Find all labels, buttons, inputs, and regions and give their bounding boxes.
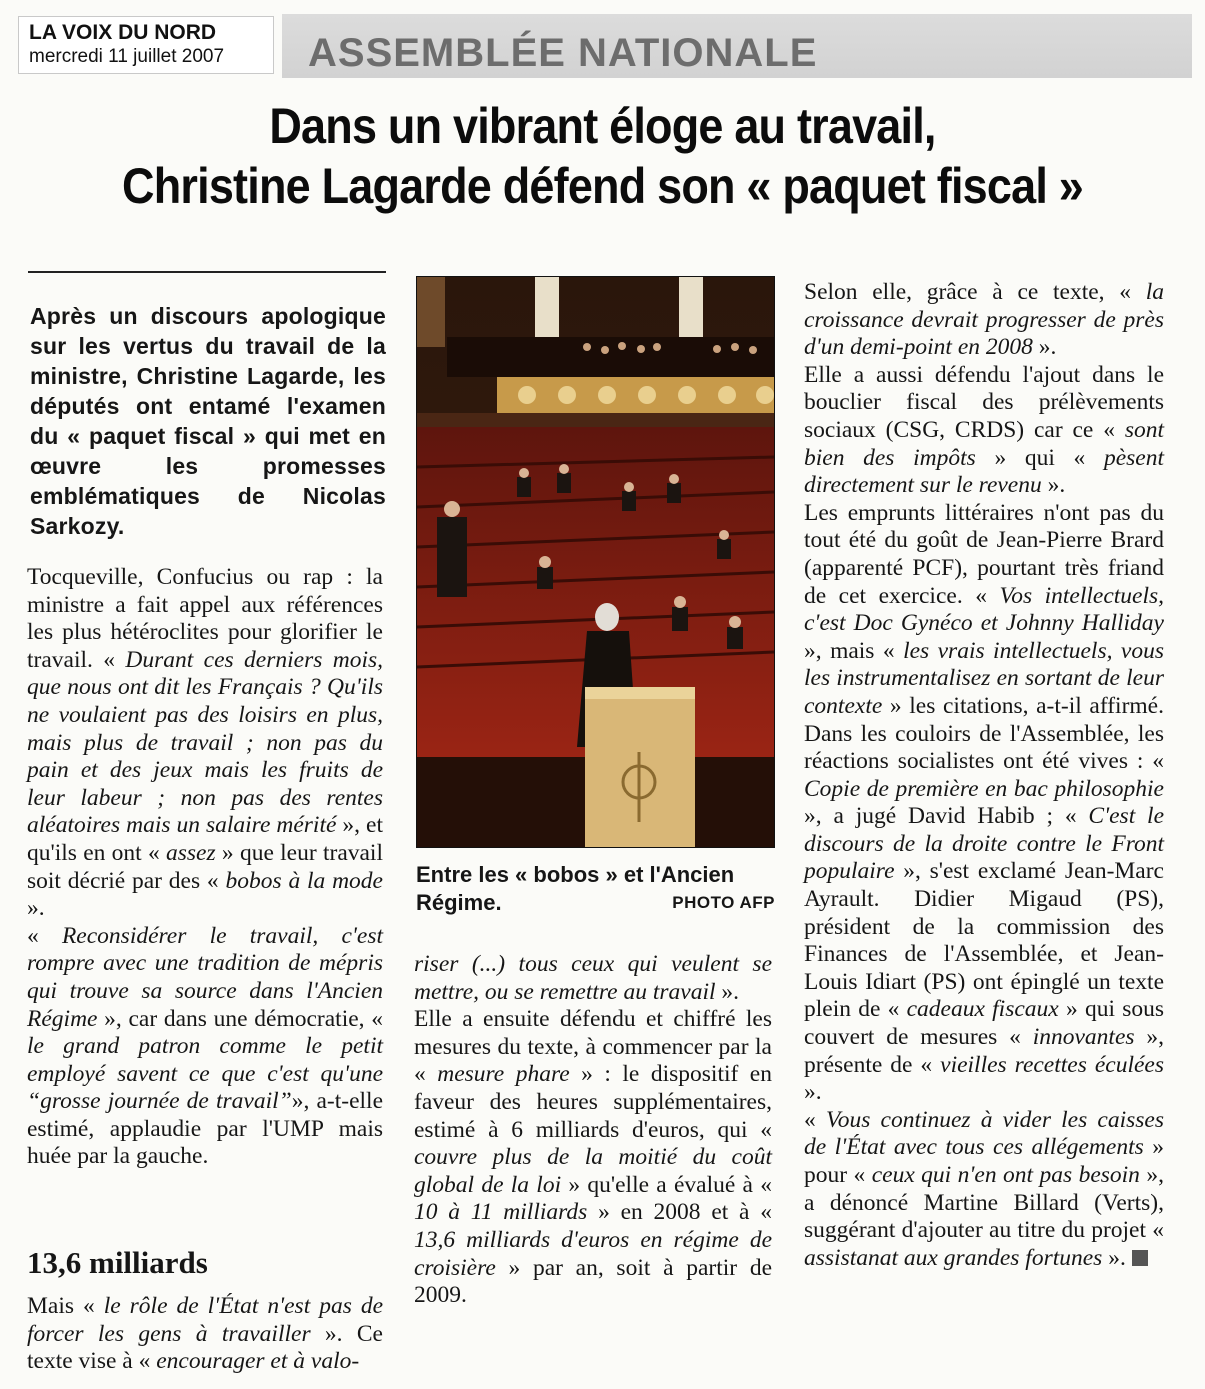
col3-paragraph-1: Selon elle, grâce à ce texte, « la croissance devrait progresser de près d'un demi-point en 2008 ». xyxy=(804,279,1164,361)
caption-text: Entre les « bobos » et l'Ancien Régime. xyxy=(416,862,735,915)
photo-caption xyxy=(416,861,775,917)
lead-rule xyxy=(28,271,386,273)
col2-paragraph-2: Elle a ensuite défendu et chiffré les mesures du texte, à commencer par la « mesure phare » : le dispositif en faveur des heures supplémentaires, estimé à 6 milliards d'euros, qui « couvre plus de la moitié du coût global de la loi » qu'elle a évalué à « 10 à 11 milliards » en 2008 et à « 13,6 milliards d'euros en régime de croisière » par an, soit à partir de 2009. xyxy=(414,1006,773,1309)
column-1 xyxy=(27,564,383,1171)
headline xyxy=(20,96,1185,216)
column-3 xyxy=(804,279,1164,1272)
headline-line-2: Christine Lagarde défend son « paquet fiscal » xyxy=(122,156,1083,214)
col1-paragraph-3: Mais « le rôle de l'État n'est pas de forcer les gens à travailler ». Ce texte vise à « encourager et à valo- xyxy=(27,1293,384,1375)
column-1-continued xyxy=(27,1293,383,1376)
newspaper-name: LA VOIX DU NORD xyxy=(29,21,217,44)
lead-paragraph: Après un discours apologique sur les vertus du travail de la ministre, Christine Lagarde, les députés ont entamé l'examen du « paquet fiscal » qui met en œuvre les promesses emblématiques de Nicolas Sarkozy. xyxy=(30,303,386,539)
end-square-icon xyxy=(1132,1250,1148,1266)
subheading: 13,6 milliards xyxy=(27,1245,208,1280)
headline-line-1: Dans un vibrant éloge au travail, xyxy=(269,96,936,154)
assembly-hall-image xyxy=(417,277,774,847)
col3-paragraph-2: Elle a aussi défendu l'ajout dans le bouclier fiscal des prélèvements sociaux (CSG, CRDS) car ce « sont bien des impôts » qui « pèsent directement sur le revenu ». xyxy=(804,361,1164,499)
col2-paragraph-1: riser (...) tous ceux qui veulent se mettre, ou se remettre au travail ». xyxy=(414,951,772,1005)
col3-paragraph-4: « Vous continuez à vider les caisses de l'État avec tous ces allégements » pour « ceux qui n'en ont pas besoin », a dénoncé Martine Billard (Verts), suggérant d'ajouter au titre du projet « assistanat aux grandes fortunes ». xyxy=(804,1106,1164,1271)
col1-paragraph-2: « Reconsidérer le travail, c'est rompre avec une tradition de mépris qui trouve sa source dans l'Ancien Régime », car dans une démocratie, « le grand patron comme le petit employé savent ce que c'est qu'une “grosse journée de travail”», a-t-elle estimé, applaudie par l'UMP mais huée par la gauche. xyxy=(27,922,384,1170)
section-title: ASSEMBLÉE NATIONALE xyxy=(308,31,818,75)
publication-date: mercredi 11 juillet 2007 xyxy=(29,46,225,67)
photo-credit: PHOTO AFP xyxy=(672,893,775,912)
masthead xyxy=(18,16,274,74)
col3-paragraph-3: Les emprunts littéraires n'ont pas du tout été du goût de Jean-Pierre Brard (apparenté PCF), pourtant très friand de cet exercice. « Vos intellectuels, c'est Doc Gynéco et Johnny Halliday », mais « les vrais intellectuels, vous les instrumentalisez en sortant de leur contexte » les citations, a-t-il affirmé. Dans les couloirs de l'Assemblée, les réactions socialistes ont été vives : « Copie de première en bac philosophie », a jugé David Habib ; « C'est le discours de la droite contre le Front populaire », s'est exclamé Jean-Marc Ayrault. Didier Migaud (PS), président de la commission des Finances de l'Assemblée, et Jean-Louis Idiart (PS) ont épinglé un texte plein de « cadeaux fiscaux » qui sous couvert de mesures « innovantes », présente de « vieilles recettes éculées ». xyxy=(804,499,1165,1106)
assembly-photo xyxy=(416,276,775,848)
column-2 xyxy=(414,951,772,1310)
col1-paragraph-1: Tocqueville, Confucius ou rap : la ministre a fait appel aux références les plus hétéroclites pour glorifier le travail. « Durant ces derniers mois, que nous ont dit les Français ? Qu'ils ne voulaient pas des loisirs en plus, mais plus de travail ; non pas du pain et des jeux mais les fruits de leur labeur ; non pas des rentes aléatoires mais un salaire mérité », et qu'ils en ont « assez » que leur travail soit décrié par des « bobos à la mode ». xyxy=(27,564,383,922)
